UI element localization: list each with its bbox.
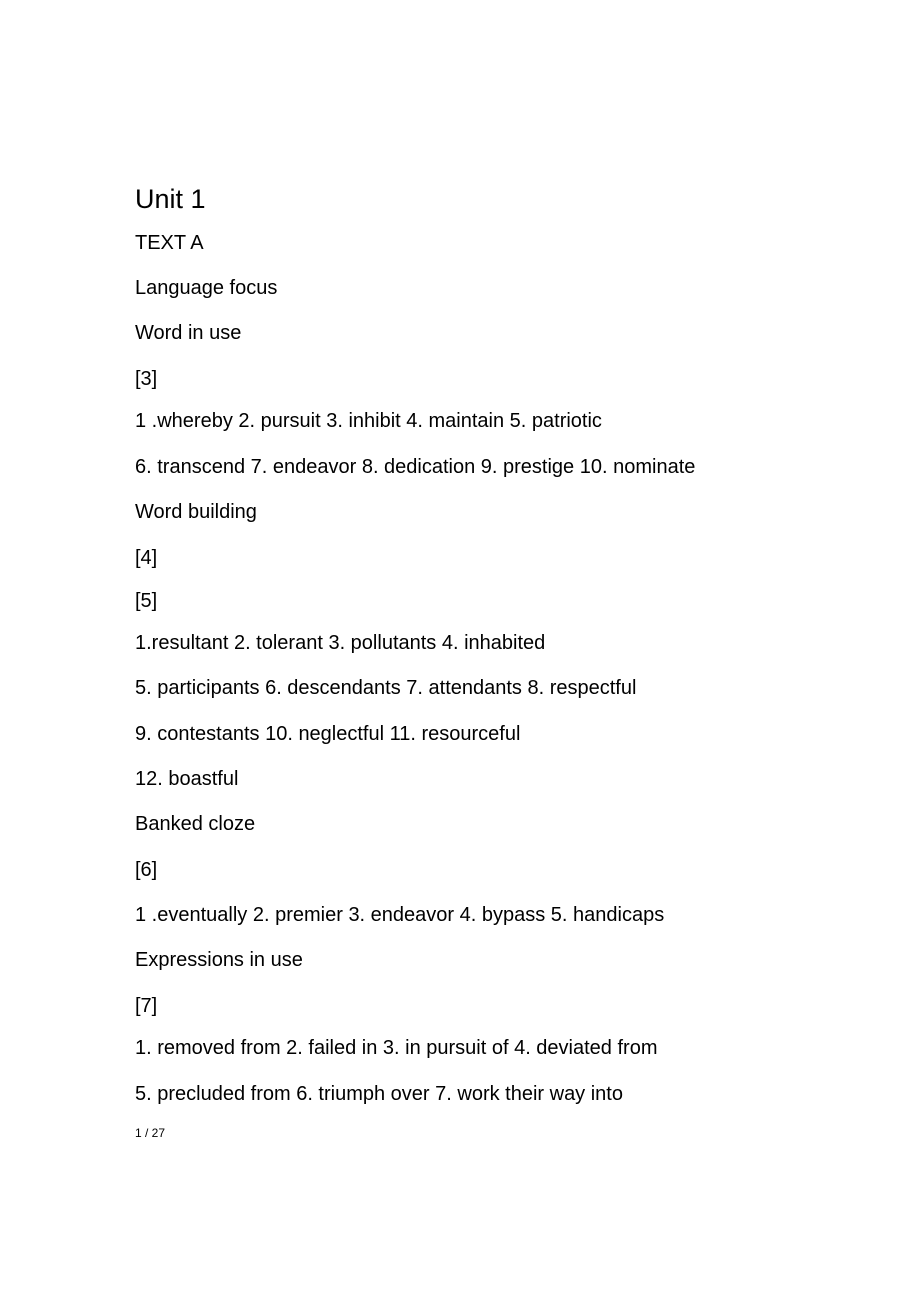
answer-line: 9. contestants 10. neglectful 11. resourceful [135, 723, 521, 745]
exercise-number-5: [5] [135, 590, 158, 612]
section-heading-language-focus: Language focus [135, 277, 278, 299]
page-number: 1 / 27 [135, 1126, 166, 1140]
subsection-heading-word-building: Word building [135, 501, 257, 523]
subsection-heading-banked-cloze: Banked cloze [135, 813, 256, 835]
answer-line: 5. precluded from 6. triumph over 7. work their way into [135, 1083, 623, 1105]
exercise-number-4: [4] [135, 547, 158, 569]
answer-line: 12. boastful [135, 768, 239, 790]
answer-line: 1.resultant 2. tolerant 3. pollutants 4. inhabited [135, 632, 546, 654]
unit-title: Unit 1 [135, 184, 206, 214]
answer-line: 5. participants 6. descendants 7. attendants 8. respectful [135, 677, 637, 699]
exercise-number-3: [3] [135, 368, 158, 390]
answer-line: 1 .eventually 2. premier 3. endeavor 4. bypass 5. handicaps [135, 904, 665, 926]
subsection-heading-expressions-in-use: Expressions in use [135, 949, 303, 971]
answer-line: 6. transcend 7. endeavor 8. dedication 9. prestige 10. nominate [135, 456, 696, 478]
exercise-number-6: [6] [135, 859, 158, 881]
answer-line: 1 .whereby 2. pursuit 3. inhibit 4. maintain 5. patriotic [135, 410, 602, 432]
subsection-heading-word-in-use: Word in use [135, 322, 242, 344]
answer-line: 1. removed from 2. failed in 3. in pursuit of 4. deviated from [135, 1037, 658, 1059]
section-heading-text-a: TEXT A [135, 232, 204, 254]
exercise-number-7: [7] [135, 995, 158, 1017]
